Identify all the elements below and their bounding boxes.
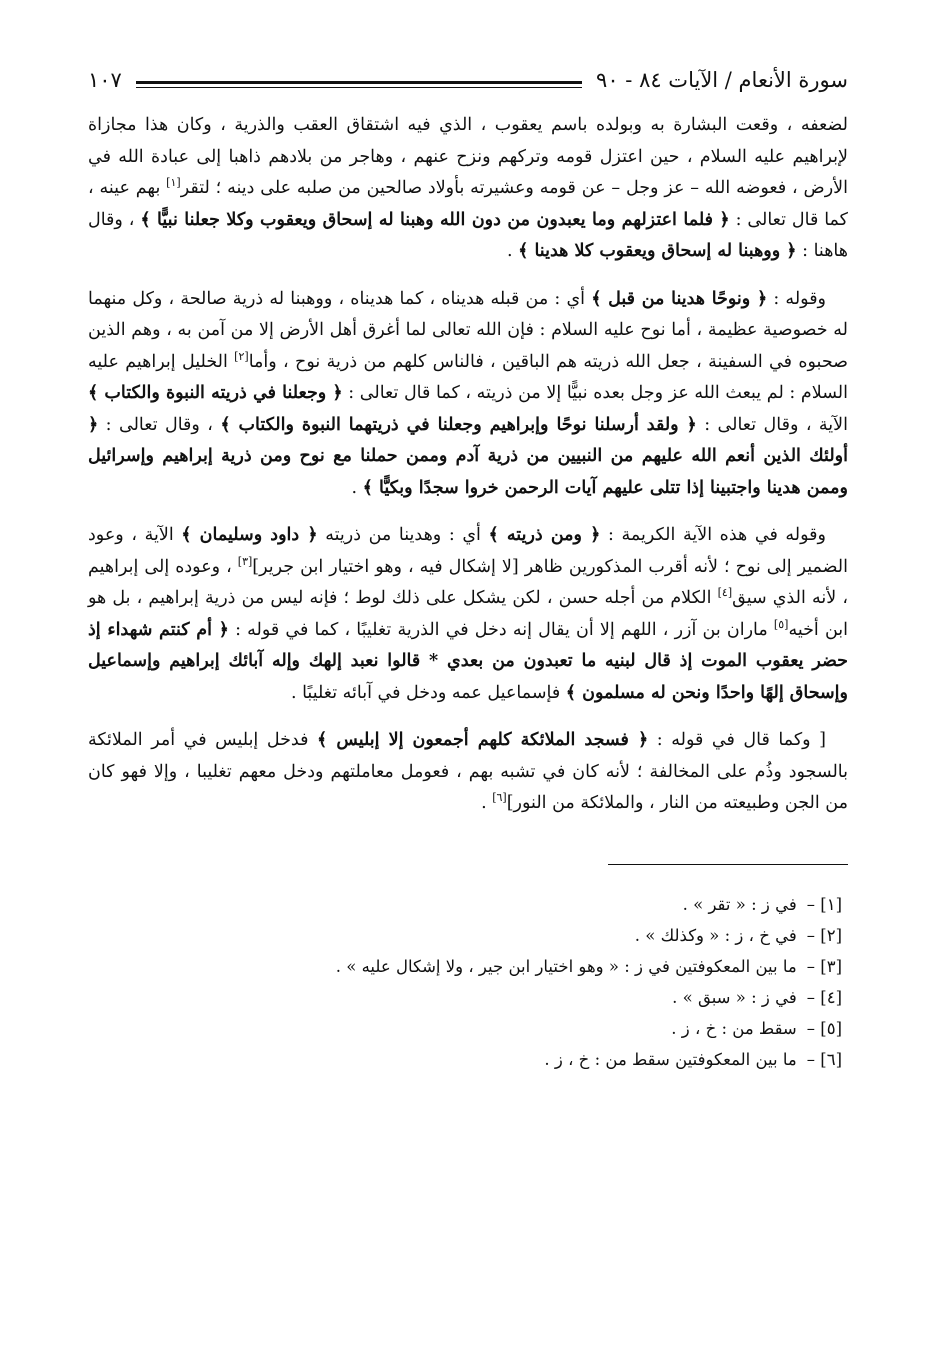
footnote bbox=[88, 1013, 842, 1044]
quran-quote: ﴿ ونوحًا هدينا من قبل ﴾ bbox=[591, 288, 768, 309]
text-run: . bbox=[351, 477, 363, 498]
paragraph bbox=[88, 284, 848, 505]
text-run: وقوله : bbox=[767, 288, 827, 309]
footnote bbox=[88, 920, 842, 951]
footnote-text: ما بين المعكوفتين في ز : « وهو اختيار ابن جير ، ولا إشكال عليه » . bbox=[335, 956, 797, 976]
text-run: ، وقال هاهنا : bbox=[88, 209, 848, 261]
text-run: أي : من قبله هديناه ، كما هديناه ، ووهبنا له ذرية صالحة ، وكل منهما له خصوصية عظيمة ، أما نوح عليه السلام : فإن الله تعالى لما أغرق أهل الأرض إلا من آمن به ، وهم الذين صحبوه في السفينة ، جعل الله ذريته هم الباقين ، فالناس كلهم من ذرية نوح ، وأما bbox=[88, 288, 848, 372]
quran-quote: ﴿ داود وسليمان ﴾ bbox=[181, 525, 318, 545]
footnote bbox=[88, 951, 842, 982]
paragraph bbox=[88, 725, 848, 820]
footnote-number: [٥] – bbox=[806, 1018, 842, 1038]
footnote-ref: [٢] bbox=[234, 349, 249, 363]
text-run: [ وكما قال في قوله : bbox=[648, 730, 826, 750]
footnote bbox=[88, 889, 842, 920]
text-run: لضعفه ، وقعت البشارة به وبولده باسم يعقوب ، الذي فيه اشتقاق العقب والذرية ، وكان هذا مجازاة لإبراهيم عليه السلام ، حين اعتزل قومه وتركهم ونزح عنهم ، وهاجر من بلادهم ذاهبا إلى عبادة الله في الأرض ، فعوضه الله – عز وجل – عن قومه وعشيرته بأولاد صالحين من صلبه على دينه ؛ لتقر bbox=[88, 115, 848, 198]
paragraph bbox=[88, 110, 848, 268]
footnote-number: [١] – bbox=[806, 894, 842, 914]
text-run: أي : وهدينا من ذريته bbox=[317, 525, 489, 545]
quran-quote: ﴿ ومن ذريته ﴾ bbox=[488, 525, 601, 545]
text-run: الخليل إبراهيم عليه السلام : لم يبعث الله عز وجل بعده نبيًّا إلا من ذريته ، كما قال تعالى : bbox=[88, 351, 848, 403]
text-run: الكلام من أجله حسن ، لكن يشكل على ذلك لوط ؛ فإنه ليس من ذرية إبراهيم ، بل هو ابن أخيه bbox=[88, 588, 848, 640]
footnotes bbox=[88, 889, 848, 1075]
paragraph bbox=[88, 520, 848, 709]
footnote-text: سقط من : خ ، ز . bbox=[671, 1018, 797, 1038]
quran-quote: ﴿ أولئك الذين أنعم الله عليهم من النبيين من ذرية آدم وممن حملنا مع نوح ومن ذرية إبراهيم وإسرائيل وممن هدينا واجتبينا إذا تتلى عليهم آيات الرحمن خروا سجدًا وبكيًّا ﴾ bbox=[88, 414, 848, 498]
text-run: . bbox=[506, 241, 519, 261]
text-run: ، وقال تعالى : bbox=[98, 414, 221, 435]
page bbox=[88, 60, 848, 1075]
page-number: ١٠٧ bbox=[88, 68, 122, 92]
text-run: الآية ، وعود الضمير إلى نوح ؛ لأنه أقرب المذكورين ظاهر [لا إشكال فيه ، وهو اختيار ابن جرير] bbox=[88, 525, 849, 577]
text-run: فدخل إبليس في أمر الملائكة بالسجود وذُم على المخالفة ؛ لأنه كان في تشبه بهم ، فعومل معاملتهم ودخل معهم تغليبا ، وإلا فهو كان من الجن وطبيعته من النار ، والملائكة من النور] bbox=[88, 730, 848, 813]
footnote-text: في ز : « سبق » . bbox=[672, 987, 797, 1007]
quran-quote: ﴿ أم كنتم شهداء إذ حضر يعقوب الموت إذ قال لبنيه ما تعبدون من بعدي * قالوا نعبد إلهك وإله آبائك إبراهيم وإسماعيل وإسحاق إلهًا واحدًا ونحن له مسلمون ﴾ bbox=[88, 619, 848, 703]
footnote-ref: [٤] bbox=[717, 586, 733, 600]
text-run: فإسماعيل عمه ودخل في آبائه تغليبًا . bbox=[290, 682, 566, 703]
footnote bbox=[88, 1044, 842, 1075]
text-run: بهم عينه ، كما قال تعالى : bbox=[88, 178, 849, 230]
body-text bbox=[88, 110, 848, 820]
footnote-ref: [٣] bbox=[237, 554, 253, 568]
footnote-separator bbox=[608, 864, 848, 865]
quran-quote: ﴿ فلما اعتزلهم وما يعبدون من دون الله وهبنا له إسحاق ويعقوب وكلا جعلنا نبيًّا ﴾ bbox=[140, 209, 730, 230]
footnote-text: في ز : « تقر » . bbox=[682, 894, 797, 914]
text-run: وقوله في هذه الآية الكريمة : bbox=[600, 525, 826, 545]
quran-quote: ﴿ وجعلنا في ذريته النبوة والكتاب ﴾ bbox=[88, 383, 343, 403]
quran-quote: ﴿ ولقد أرسلنا نوحًا وإبراهيم وجعلنا في ذريتهما النبوة والكتاب ﴾ bbox=[220, 414, 697, 435]
surah-title: سورة الأنعام / الآيات ٨٤ - ٩٠ bbox=[596, 68, 848, 92]
footnote bbox=[88, 982, 842, 1013]
text-run: ، وعوده إلى إبراهيم ، لأنه الذي سيق bbox=[88, 556, 848, 608]
footnote-ref: [٦] bbox=[492, 791, 507, 805]
footnote-number: [٢] – bbox=[806, 925, 842, 945]
footnote-number: [٦] – bbox=[806, 1049, 842, 1069]
text-run: ماران بن آزر ، اللهم إلا أن يقال إنه دخل في الذرية تغليبًا ، كما في قوله : bbox=[228, 619, 774, 640]
footnote-ref: [١] bbox=[166, 176, 181, 190]
quran-quote: ﴿ فسجد الملائكة كلهم أجمعون إلا إبليس ﴾ bbox=[317, 730, 649, 750]
header-rule bbox=[136, 81, 582, 84]
quran-quote: ﴿ ووهبنا له إسحاق ويعقوب كلا هدينا ﴾ bbox=[518, 241, 797, 261]
footnote-number: [٤] – bbox=[806, 987, 842, 1007]
text-run: . bbox=[481, 793, 493, 813]
footnote-text: في خ ، ز : « وكذلك » . bbox=[634, 925, 797, 945]
footnote-ref: [٥] bbox=[773, 617, 789, 631]
footnote-number: [٣] – bbox=[806, 956, 842, 976]
running-head bbox=[88, 60, 848, 100]
footnote-text: ما بين المعكوفتين سقط من : خ ، ز . bbox=[544, 1049, 797, 1069]
text-run: الآية ، وقال تعالى : bbox=[696, 414, 848, 435]
